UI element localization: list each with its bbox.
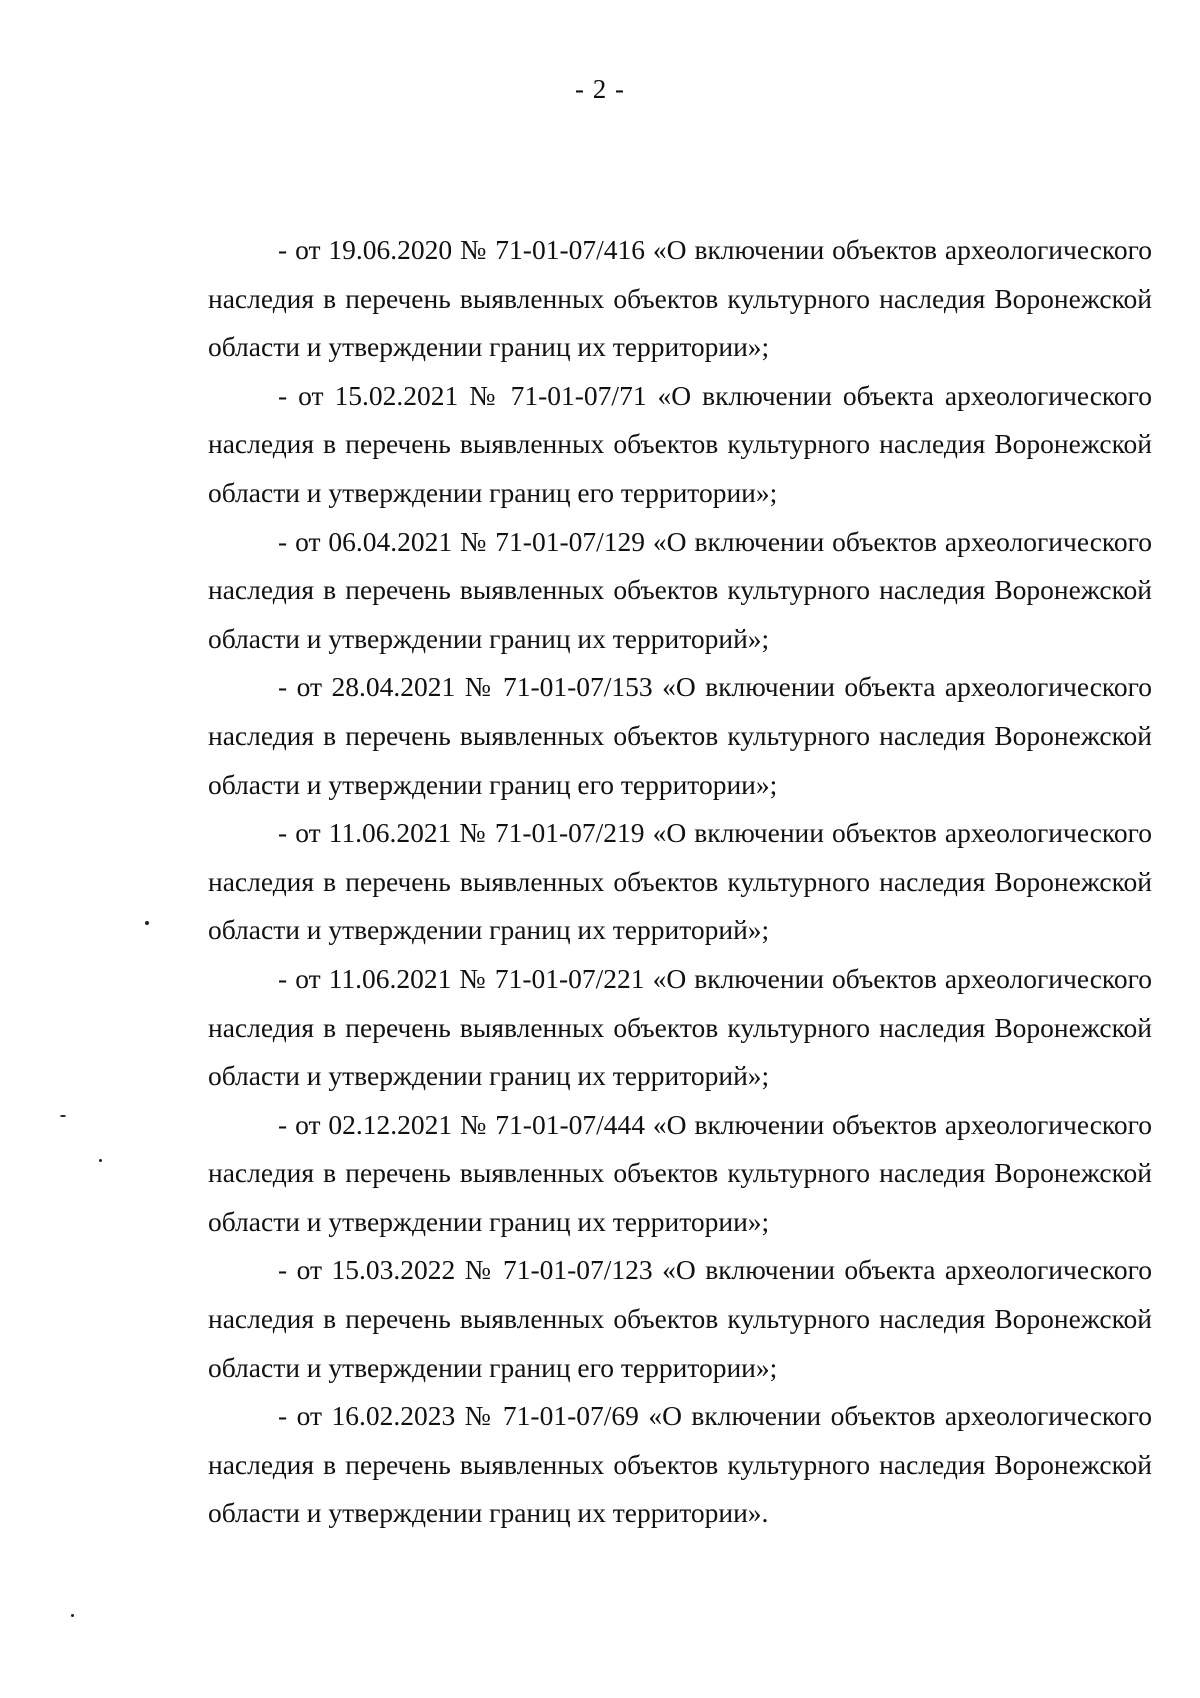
entry-text: - от 19.06.2020 № 71-01-07/416 «О включении объектов археологического наследия в перечень выявленных объектов культурного наследия Воронежской области и утверждении границ их территории»; — [208, 234, 1152, 363]
list-item — [208, 372, 1152, 518]
list-item — [208, 518, 1152, 664]
list-item — [208, 1392, 1152, 1538]
page-number: - 2 - — [575, 74, 625, 104]
list-item — [208, 1101, 1152, 1247]
list-item — [208, 663, 1152, 809]
scan-speck — [71, 1614, 74, 1617]
entry-text: - от 11.06.2021 № 71-01-07/219 «О включении объектов археологического наследия в перечень выявленных объектов культурного наследия Воронежской области и утверждении границ их территорий»; — [208, 817, 1152, 946]
list-item — [208, 1246, 1152, 1392]
entry-text: - от 16.02.2023 № 71-01-07/69 «О включении объектов археологического наследия в перечень выявленных объектов культурного наследия Воронежской области и утверждении границ их территории». — [208, 1400, 1152, 1529]
entry-text: - от 15.03.2022 № 71-01-07/123 «О включении объекта археологического наследия в перечень выявленных объектов культурного наследия Воронежской области и утверждении границ его территории»; — [208, 1254, 1152, 1383]
entry-text: - от 06.04.2021 № 71-01-07/129 «О включении объектов археологического наследия в перечень выявленных объектов культурного наследия Воронежской области и утверждении границ их территорий»; — [208, 525, 1152, 654]
entry-text: - от 28.04.2021 № 71-01-07/153 «О включении объекта археологического наследия в перечень выявленных объектов культурного наследия Воронежской области и утверждении границ его территории»; — [208, 671, 1152, 800]
scan-speck — [99, 1159, 102, 1162]
scan-speck — [145, 921, 149, 925]
entry-text: - от 11.06.2021 № 71-01-07/221 «О включении объектов археологического наследия в перечень выявленных объектов культурного наследия Воронежской области и утверждении границ их территорий»; — [208, 962, 1152, 1092]
list-item — [208, 955, 1152, 1101]
list-item — [208, 809, 1152, 955]
entry-text: - от 02.12.2021 № 71-01-07/444 «О включении объектов археологического наследия в перечень выявленных объектов культурного наследия Воронежской области и утверждении границ их территории»; — [208, 1108, 1152, 1237]
scan-speck — [60, 1115, 66, 1117]
entries-list — [208, 226, 1152, 1538]
list-item — [208, 226, 1152, 372]
entry-text: - от 15.02.2021 № 71-01-07/71 «О включении объекта археологического наследия в перечень выявленных объектов культурного наследия Воронежской области и утверждении границ его территории»; — [208, 379, 1152, 508]
